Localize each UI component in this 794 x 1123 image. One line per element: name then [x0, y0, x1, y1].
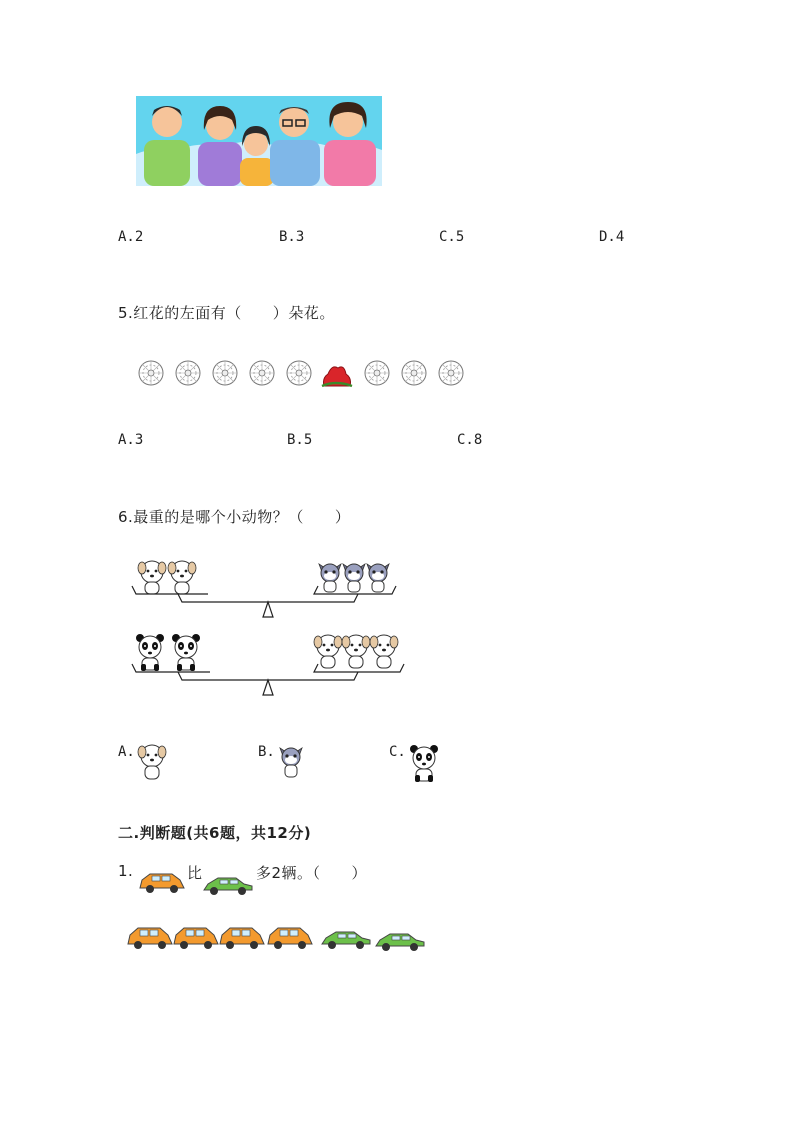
panda-icon: [408, 744, 440, 784]
white-flower-icon: [139, 361, 163, 385]
white-flower-icon: [213, 361, 237, 385]
dog-icon: [137, 744, 167, 782]
q4-option-a[interactable]: A.2: [118, 229, 144, 245]
judge-1-bi: 比: [187, 864, 203, 882]
dog-icon: [314, 635, 342, 668]
green-car-icon: [202, 874, 254, 898]
question-6-text: 6.最重的是哪个小动物？（ ）: [118, 508, 351, 526]
q6-option-c[interactable]: [389, 744, 440, 784]
dog-icon: [370, 635, 398, 668]
orange-car-icon: [128, 928, 172, 949]
judge-1-number: 1.: [118, 862, 134, 880]
judge-question-1: [118, 860, 418, 902]
q6-option-a[interactable]: [118, 744, 167, 782]
dog-icon: [168, 561, 196, 594]
family-photo: [136, 96, 382, 186]
cat-icon: [343, 564, 365, 592]
q5-option-a[interactable]: A.3: [118, 432, 144, 448]
green-car-icon: [322, 932, 370, 949]
cat-icon: [367, 564, 389, 592]
panda-icon: [136, 634, 164, 671]
orange-car-icon: [268, 928, 312, 949]
section-2-title: 二.判断题(共6题，共12分): [118, 824, 312, 842]
q6-option-b[interactable]: [258, 744, 305, 780]
car-row: [126, 922, 436, 952]
q5-option-b[interactable]: B.5: [287, 432, 313, 448]
white-flower-icon: [402, 361, 426, 385]
balance-scale-2: [128, 630, 418, 700]
red-flower-icon: [322, 367, 352, 386]
white-flower-icon: [365, 361, 389, 385]
cat-icon: [319, 564, 341, 592]
flower-row: [136, 358, 476, 390]
balance-scale-1: [128, 556, 408, 622]
white-flower-icon: [287, 361, 311, 385]
q4-option-c[interactable]: C.5: [439, 229, 465, 245]
dog-icon: [138, 561, 166, 594]
green-car-icon: [376, 934, 424, 951]
white-flower-icon: [250, 361, 274, 385]
dog-icon: [342, 635, 370, 668]
question-5-text: 5.红花的左面有（ ）朵花。: [118, 304, 335, 322]
q6-option-a-label: A.: [118, 744, 135, 760]
orange-car-icon: [220, 928, 264, 949]
q6-option-b-label: B.: [258, 744, 275, 760]
white-flower-icon: [439, 361, 463, 385]
orange-car-icon: [138, 870, 186, 896]
q4-option-b[interactable]: B.3: [279, 229, 305, 245]
q5-option-c[interactable]: C.8: [457, 432, 483, 448]
q4-option-d[interactable]: D.4: [599, 229, 625, 245]
orange-car-icon: [174, 928, 218, 949]
judge-1-rest: 多2辆。（ ）: [256, 864, 368, 882]
q6-option-c-label: C.: [389, 744, 406, 760]
cat-icon: [277, 744, 305, 780]
panda-icon: [172, 634, 200, 671]
white-flower-icon: [176, 361, 200, 385]
